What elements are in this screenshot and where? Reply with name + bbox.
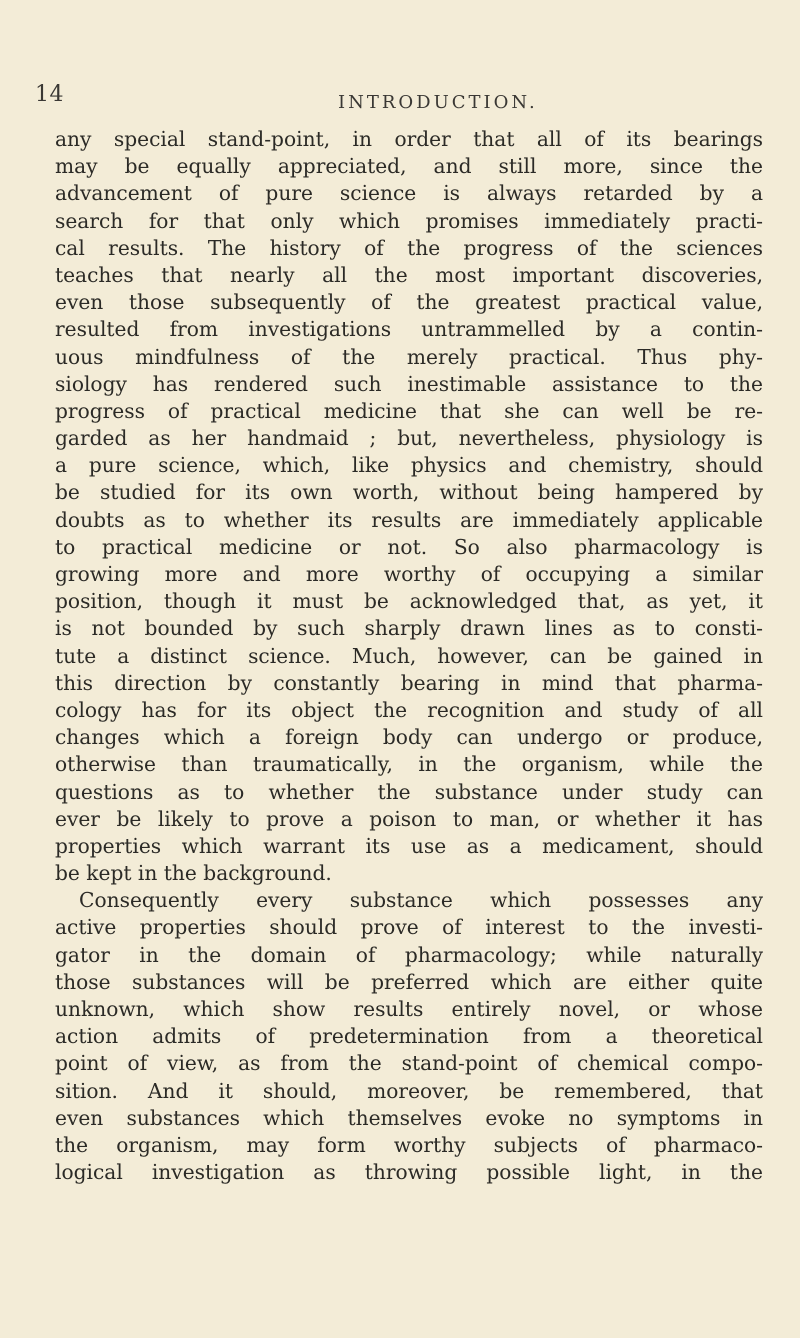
page-number: 14 <box>35 82 64 107</box>
text-line: this direction by constantly bearing in mind that pharma- <box>55 670 763 695</box>
text-line: cology has for its object the recognition and study of all <box>55 697 763 722</box>
text-line: position, though it must be acknowledged that, as yet, it <box>55 589 763 614</box>
text-line: siology has rendered such inestimable assistance to the <box>55 371 763 396</box>
text-line: logical investigation as throwing possible light, in the <box>55 1160 763 1185</box>
text-line: Consequently every substance which possesses any <box>79 888 763 913</box>
text-line: questions as to whether the substance under study can <box>55 779 763 804</box>
text-line: search for that only which promises immediately practi- <box>55 208 763 233</box>
text-line: to practical medicine or not. So also pharmacology is <box>55 534 763 559</box>
text-line: growing more and more worthy of occupying a similar <box>55 562 763 586</box>
text-line: gator in the domain of pharmacology; while naturally <box>55 942 763 967</box>
text-line: resulted from investigations untrammelled by a contin- <box>55 317 763 342</box>
text-line: uous mindfulness of the merely practical. Thus phy- <box>55 344 763 369</box>
text-line: garded as her handmaid ; but, nevertheless, physiology is <box>55 426 763 451</box>
text-line: may be equally appreciated, and still more, since the <box>55 154 763 179</box>
text-line: sition. And it should, moreover, be remembered, that <box>55 1078 763 1103</box>
text-line: any special stand-point, in order that all of its bearings <box>55 127 763 151</box>
text-line: advancement of pure science is always retarded by a <box>55 181 763 206</box>
text-line: tute a distinct science. Much, however, can be gained in <box>55 643 763 668</box>
text-line: progress of practical medicine that she can well be re- <box>55 398 763 423</box>
text-line: doubts as to whether its results are immediately applicable <box>55 507 763 532</box>
text-line: action admits of predetermination from a theoretical <box>55 1024 763 1049</box>
text-line: otherwise than traumatically, in the organism, while the <box>55 752 763 777</box>
text-line: the organism, may form worthy subjects of pharmaco- <box>55 1132 763 1157</box>
text-line: teaches that nearly all the most important discoveries, <box>55 262 763 287</box>
text-line: properties which warrant its use as a medicament, should <box>55 833 763 858</box>
text-line: even those subsequently of the greatest practical value, <box>55 290 763 315</box>
text-line: be studied for its own worth, without being hampered by <box>55 480 763 505</box>
text-line: unknown, which show results entirely novel, or whose <box>55 997 763 1021</box>
text-line: those substances will be preferred which are either quite <box>55 969 763 994</box>
text-line: point of view, as from the stand-point of chemical compo- <box>55 1051 763 1076</box>
text-line: changes which a foreign body can undergo or produce, <box>55 725 763 750</box>
text-line: a pure science, which, like physics and chemistry, should <box>55 453 763 478</box>
text-line: even substances which themselves evoke no symptoms in <box>55 1105 763 1130</box>
text-line: active properties should prove of interest to the investi- <box>55 915 763 940</box>
body-text <box>55 126 763 1186</box>
text-line: cal results. The history of the progress of the sciences <box>55 235 763 260</box>
text-line: be kept in the background. <box>55 861 332 886</box>
text-line: ever be likely to prove a poison to man, or whether it has <box>55 806 763 831</box>
running-head: INTRODUCTION. <box>338 92 538 113</box>
text-line: is not bounded by such sharply drawn lines as to consti- <box>55 616 763 641</box>
